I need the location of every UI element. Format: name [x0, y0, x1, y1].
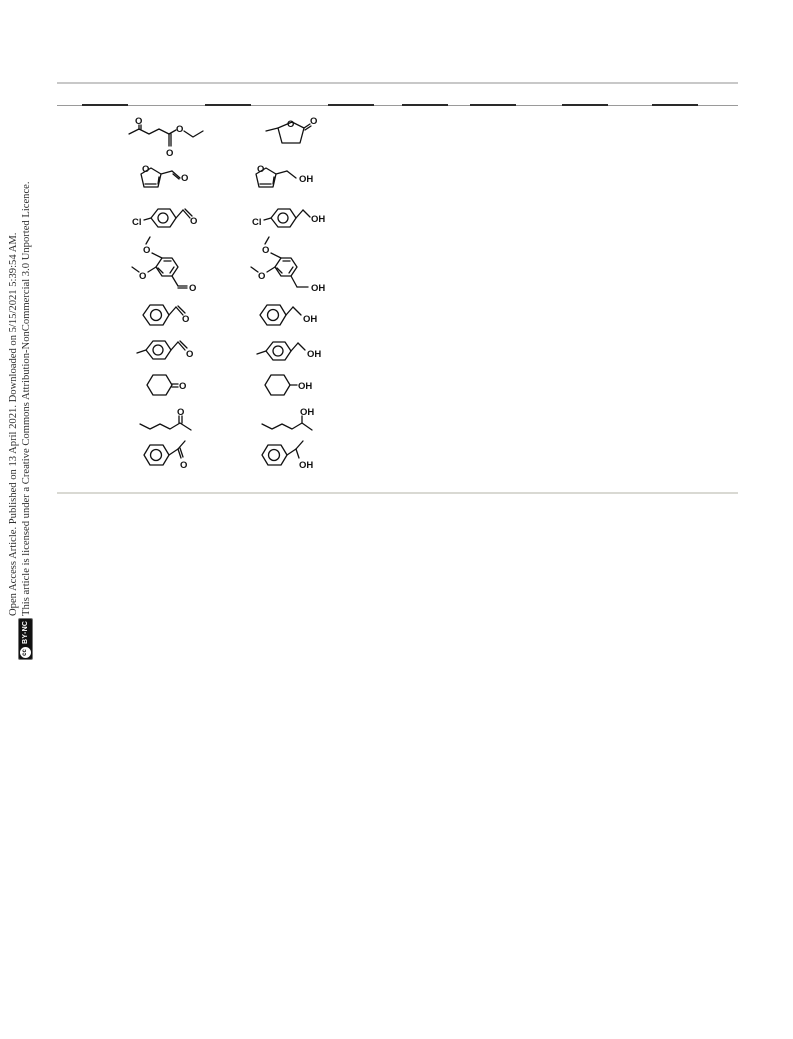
cc-badge-label: BY-NC: [22, 620, 29, 644]
atom-label-cl: Cl: [132, 217, 142, 228]
atom-label-o: O: [180, 460, 188, 471]
license-note[interactable]: This article is licensed under a Creative Commons Attribution-NonCommercial 3.0 Unported Licence.: [21, 181, 32, 616]
atom-label-oh: OH: [298, 381, 313, 392]
product-cyclohexanol: [265, 375, 312, 395]
atom-label-oh: OH: [311, 214, 326, 225]
substrate-furfural: [141, 164, 188, 187]
cc-icon: cc: [20, 647, 31, 658]
atom-label-o: O: [166, 148, 174, 159]
atom-label-oh: OH: [300, 407, 315, 418]
atom-label-o: O: [135, 116, 143, 127]
atom-label-o: O: [189, 283, 197, 294]
product-furfuryl-alcohol: [256, 164, 313, 187]
atom-label-cl: Cl: [252, 217, 262, 228]
substrate-benzaldehyde: [143, 305, 189, 325]
substrate-veratraldehyde: [132, 237, 196, 294]
substrate-cyclohexanone: [147, 375, 186, 395]
atom-label-o: O: [139, 271, 147, 282]
atom-label-oh: OH: [303, 314, 318, 325]
atom-label-oh: OH: [311, 283, 326, 294]
substrate-ethyl-levulinate: [129, 116, 203, 159]
publication-note: Open Access Article. Published on 13 April 2021. Downloaded on 5/15/2021 5:39:54 AM.: [8, 232, 19, 616]
atom-label-o: O: [258, 271, 266, 282]
product-benzyl-alcohol: [260, 305, 317, 325]
atom-label-o: O: [143, 245, 151, 256]
atom-label-o: O: [177, 407, 185, 418]
atom-label-o: O: [257, 164, 265, 175]
product-1-phenylethanol: [262, 441, 313, 471]
atom-label-o: O: [142, 164, 150, 175]
substrate-acetophenone: [144, 441, 187, 471]
atom-label-o: O: [310, 116, 318, 127]
atom-label-o: O: [186, 349, 194, 360]
atom-label-oh: OH: [299, 460, 314, 471]
atom-label-o: O: [182, 314, 190, 325]
product-4-chlorobenzyl-alcohol: [252, 209, 325, 228]
atom-label-o: O: [176, 124, 184, 135]
atom-label-o: O: [287, 119, 295, 130]
atom-label-o: O: [262, 245, 270, 256]
product-2-hexanol: [262, 407, 314, 430]
product-4-methylbenzyl-alcohol: [257, 342, 321, 360]
atom-label-o: O: [179, 381, 187, 392]
product-gamma-valerolactone: [266, 116, 317, 143]
atom-label-o: O: [190, 216, 198, 227]
atom-label-oh: OH: [299, 174, 314, 185]
substrate-4-methylbenzaldehyde: [137, 341, 193, 360]
atom-label-oh: OH: [307, 349, 322, 360]
product-veratryl-alcohol: [251, 237, 325, 294]
atom-label-o: O: [181, 173, 189, 184]
substrate-2-hexanone: [140, 407, 191, 430]
substrate-4-chlorobenzaldehyde: [132, 209, 197, 228]
